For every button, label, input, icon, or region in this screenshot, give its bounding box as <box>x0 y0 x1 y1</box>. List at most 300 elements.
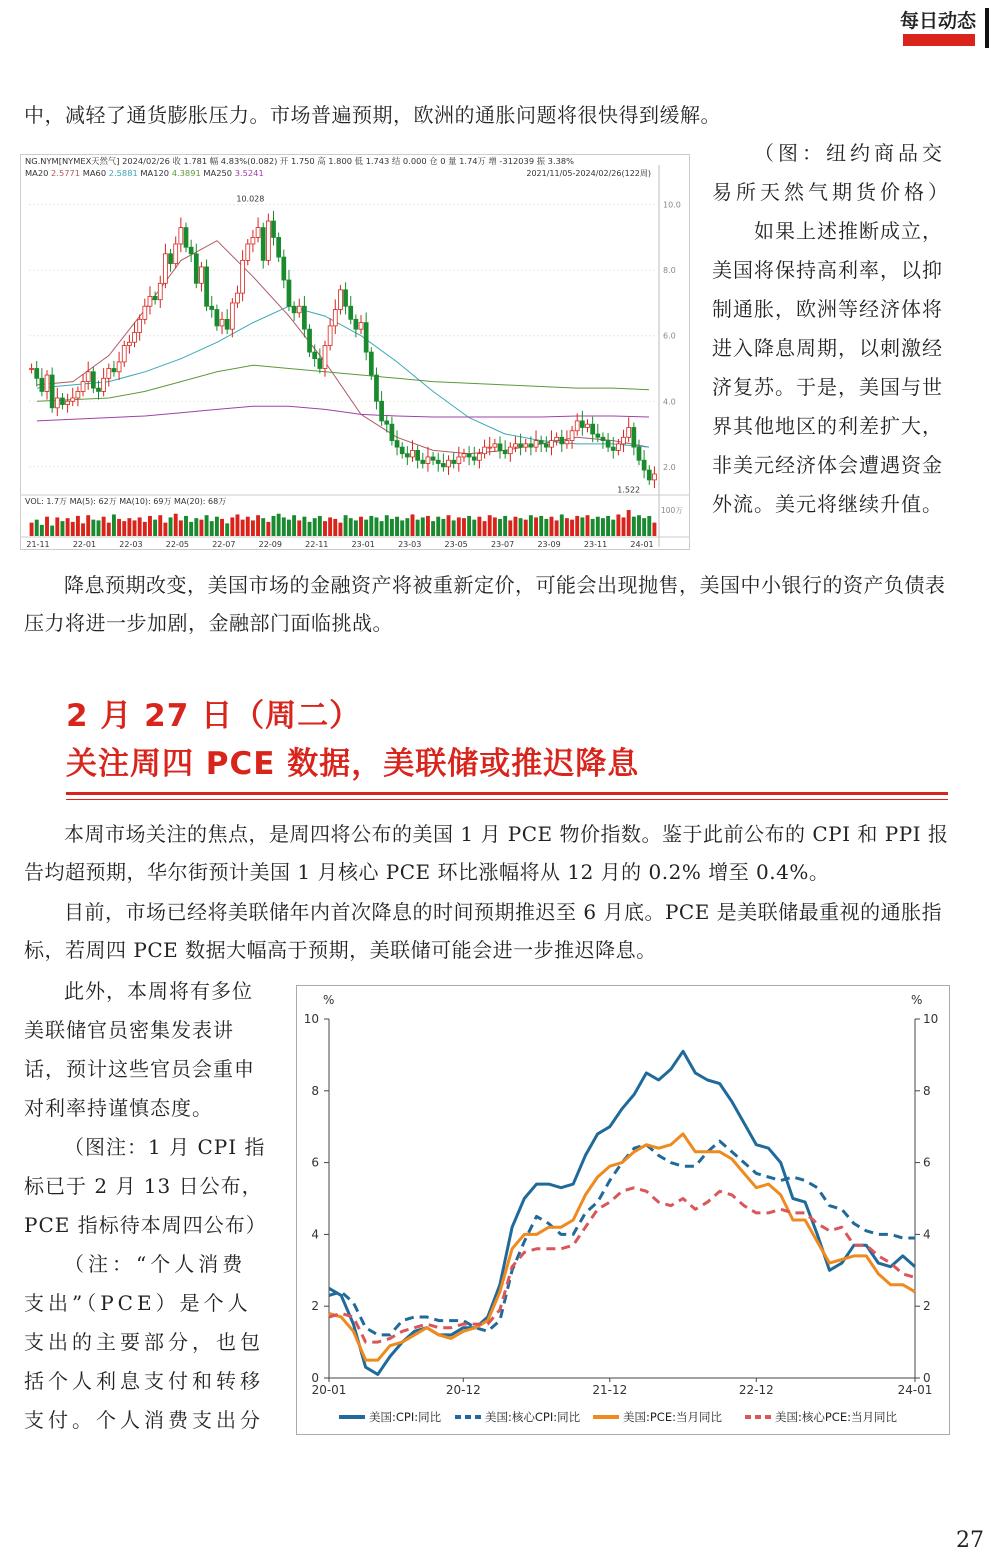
inflation-y-tick-left: 2 <box>311 1299 319 1314</box>
ng-candle <box>632 427 636 447</box>
ng-volume-bar <box>575 516 579 536</box>
ng-volume-bar <box>606 516 610 536</box>
ng-candle <box>364 323 368 352</box>
ng-candle <box>133 332 137 342</box>
ng-candle <box>277 237 281 257</box>
pce-side-paragraph: 此外，本周将有多位美联储官员密集发表讲话，预计这些官员会重申对利率持谨慎态度。 <box>24 979 255 1120</box>
ng-candle <box>138 319 142 332</box>
ng-candle <box>354 319 358 329</box>
ng-x-tick: 23-09 <box>537 540 561 549</box>
inflation-x-tick: 20-01 <box>311 1383 347 1397</box>
ng-volume-bar <box>513 517 517 536</box>
ng-candle <box>591 424 595 434</box>
inflation-y-tick-left: 6 <box>311 1155 319 1170</box>
ng-candle <box>431 457 435 460</box>
ng-side-column <box>712 134 952 524</box>
ng-volume-bar <box>652 523 656 536</box>
ng-candle <box>55 398 59 408</box>
ng-candle <box>122 346 126 362</box>
ng-candle <box>616 444 620 451</box>
ng-candle <box>380 401 384 421</box>
pce-note: （注：“个人消费支出”（PCE）是个人支出的主要部分，也包括个人利息支付和转移支付。个人消费支出分 <box>24 1252 264 1432</box>
ng-candle <box>241 260 245 293</box>
ng-high-marker: 10.028 <box>236 194 265 204</box>
ng-volume-bar <box>328 517 332 536</box>
ng-candle <box>143 306 147 319</box>
ng-x-tick: 23-01 <box>351 540 375 549</box>
ng-volume-bar <box>431 521 435 536</box>
ng-volume-bar <box>441 519 445 536</box>
ng-candle <box>184 228 188 248</box>
inflation-y-tick-right: 6 <box>923 1155 931 1170</box>
inflation-y-tick-left: 0 <box>311 1371 319 1385</box>
ng-volume-bar <box>498 519 502 536</box>
ng-volume-bar <box>174 514 178 536</box>
ng-y-tick: 8.0 <box>663 266 676 276</box>
ng-volume-bar <box>395 517 399 536</box>
ng-volume-bar <box>112 514 116 536</box>
ng-candle <box>205 267 209 306</box>
ng-volume-legend: VOL: 1.7万 MA(5): 62万 MA(10): 69万 MA(20): 68万 <box>25 497 227 506</box>
ng-candle <box>148 296 152 306</box>
ng-volume-bar <box>179 520 183 536</box>
ng-volume-bar <box>251 520 255 536</box>
inflation-y-tick-right: 0 <box>923 1371 931 1385</box>
ng-volume-bar <box>354 520 358 536</box>
ng-candle <box>405 454 409 457</box>
ng-volume-bar <box>323 521 327 536</box>
ng-range-label: 2021/11/05-2024/02/26(122周) <box>526 169 651 178</box>
ng-volume-bar <box>539 516 543 536</box>
ng-candle <box>179 228 183 244</box>
ng-candle <box>86 372 90 382</box>
ng-candle <box>416 450 420 460</box>
ng-candle <box>71 398 75 401</box>
ng-candle <box>493 444 497 447</box>
ng-candle <box>282 257 286 280</box>
ng-volume-bar <box>586 515 590 536</box>
ng-volume-bar <box>138 517 142 536</box>
ng-y-tick: 2.0 <box>663 462 676 472</box>
ng-volume-bar <box>55 517 59 536</box>
ng-volume-bar <box>544 519 548 536</box>
ng-candle <box>627 427 631 437</box>
inflation-y-unit-left: % <box>323 993 335 1007</box>
ng-candle <box>323 346 327 369</box>
ng-x-tick: 24-01 <box>630 540 654 549</box>
ng-candle <box>349 306 353 319</box>
ng-volume-bar <box>302 517 306 536</box>
ng-candle <box>385 421 389 424</box>
ng-volume-bar <box>627 510 631 536</box>
ng-x-tick: 21-11 <box>26 540 50 549</box>
ng-candle <box>601 437 605 440</box>
ng-y-tick: 4.0 <box>663 397 676 407</box>
ng-x-tick: 22-05 <box>165 540 190 549</box>
ma-legend-name: MA250 <box>200 168 235 178</box>
ng-candle <box>81 382 85 392</box>
ng-candle <box>210 306 214 309</box>
ng-volume-bar <box>287 520 291 536</box>
ng-candle <box>30 368 34 369</box>
ng-volume-bar <box>534 517 538 536</box>
ng-y-tick: 6.0 <box>663 331 676 341</box>
ng-volume-bar <box>261 518 265 536</box>
ng-candle <box>220 319 224 326</box>
ng-candle <box>647 470 651 480</box>
inflation-series-line-1 <box>329 1141 915 1335</box>
ng-volume-bar <box>375 517 379 536</box>
ng-volume-bar <box>210 521 214 536</box>
ng-candle <box>225 319 229 329</box>
ng-volume-bar <box>205 515 209 536</box>
ng-volume-bar <box>133 520 137 536</box>
ng-x-tick: 22-11 <box>305 540 329 549</box>
pce-chart-caption: （图注：1 月 CPI 指标已于 2 月 13 日公布，PCE 指标待本周四公布） <box>24 1135 267 1237</box>
ng-volume-bar <box>107 523 111 536</box>
ng-volume-bar <box>611 520 615 536</box>
ng-volume-bar <box>81 523 85 536</box>
ng-candle <box>596 434 600 437</box>
ng-volume-bar <box>220 519 224 536</box>
ng-volume-bar <box>416 520 420 536</box>
ng-volume-bar <box>472 520 476 536</box>
ng-volume-bar <box>524 520 528 536</box>
inflation-x-tick: 21-12 <box>592 1383 628 1397</box>
ng-candle <box>400 447 404 454</box>
ng-candle <box>287 280 291 306</box>
ng-x-tick: 23-05 <box>444 540 468 549</box>
ng-volume-bar <box>405 518 409 536</box>
ng-candle <box>272 221 276 237</box>
ng-volume-bar <box>246 517 250 536</box>
ng-candle <box>251 237 255 244</box>
ng-volume-bar <box>272 516 276 536</box>
ng-candle <box>112 368 116 371</box>
ng-volume-bar <box>493 517 497 536</box>
ng-candle <box>467 454 471 457</box>
ng-volume-bar <box>277 514 281 536</box>
section-date: 2 月 27 日（周二） <box>66 698 362 734</box>
ng-volume-bar <box>467 516 471 536</box>
ng-volume-bar <box>292 515 296 536</box>
ng-volume-bar <box>30 523 34 536</box>
ng-volume-bar <box>647 516 651 536</box>
ng-volume-bar <box>390 519 394 536</box>
ng-volume-bar <box>622 517 626 536</box>
ng-candle <box>586 424 590 427</box>
ng-candle <box>50 375 54 408</box>
top-paragraph: 中，减轻了通货膨胀压力。市场普遍预期，欧洲的通胀问题将很快得到缓解。 <box>24 103 721 127</box>
ng-volume-bar <box>447 515 451 536</box>
ng-candle <box>297 306 301 313</box>
ng-candle <box>308 329 312 352</box>
ng-low-marker: 1.522 <box>617 485 641 495</box>
ng-candle <box>91 372 95 388</box>
ng-candle <box>580 421 584 428</box>
ng-candle <box>534 441 538 448</box>
section-rule-thin <box>66 799 948 800</box>
focus-paragraph: 本周市场关注的焦点，是周四将公布的美国 1 月 PCE 物价指数。鉴于此前公布的 CPI 和 PPI 报告均超预期，华尔街预计美国 1 月核心 PCE 环比涨幅将从 12 月的 0.2% 增至 0.4%。 <box>24 822 949 884</box>
pce-side-column <box>24 972 269 1440</box>
ng-volume-axis-label: 100万 <box>661 506 683 515</box>
ng-candle <box>570 431 574 441</box>
ng-candle <box>261 228 265 261</box>
inflation-y-tick-right: 8 <box>923 1083 931 1098</box>
ng-volume-bar <box>503 516 507 536</box>
ng-ma-line-ma20 <box>37 241 649 454</box>
ng-volume-bar <box>86 515 90 536</box>
ma-legend-name: MA120 <box>137 168 172 178</box>
rate-cut-paragraph: 降息预期改变，美国市场的金融资产将被重新定价，可能会出现抛售，美国中小银行的资产负债表压力将进一步加剧，金融部门面临挑战。 <box>24 573 946 635</box>
ng-candle <box>411 450 415 457</box>
ng-volume-bar <box>380 521 384 536</box>
ng-volume-bar <box>184 516 188 536</box>
ng-candle <box>102 378 106 391</box>
ng-volume-bar <box>194 518 198 536</box>
ng-candle <box>550 441 554 448</box>
ng-candle <box>153 296 157 299</box>
ng-volume-bar <box>313 518 317 536</box>
ng-candle <box>637 447 641 460</box>
ma-legend-name: MA60 <box>80 168 109 178</box>
ng-volume-bar <box>308 522 312 536</box>
ng-candle <box>498 444 502 451</box>
ng-volume-bar <box>148 516 152 536</box>
ng-volume-bar <box>266 522 270 536</box>
inflation-y-tick-left: 4 <box>311 1227 319 1242</box>
inflation-y-tick-right: 10 <box>923 1012 939 1026</box>
ng-candle <box>215 310 219 326</box>
ng-candle <box>555 437 559 440</box>
inflation-legend-label: 美国:CPI:同比 <box>369 1410 442 1424</box>
ng-candle <box>529 444 533 447</box>
ng-candle <box>606 441 610 448</box>
ng-volume-bar <box>580 517 584 536</box>
ng-volume-bar <box>369 516 373 536</box>
ng-volume-bar <box>333 519 337 536</box>
inflation-y-tick-left: 8 <box>311 1083 319 1098</box>
ng-candle <box>447 460 451 467</box>
header-divider <box>985 8 989 48</box>
now-paragraph: 目前，市场已经将美联储年内首次降息的时间预期推迟至 6 月底。PCE 是美联储最重视的通胀指标，若周四 PCE 数据大幅高于预期，美联储可能会进一步推迟降息。 <box>24 900 943 962</box>
ng-candle <box>266 221 270 260</box>
ng-candle <box>462 454 466 457</box>
ng-chart-caption: （图：纽约商品交易所天然气期货价格） <box>712 141 952 204</box>
ng-candle <box>35 368 39 378</box>
ng-candle <box>318 359 322 369</box>
ng-candle <box>611 447 615 450</box>
ng-candle <box>61 398 65 405</box>
ng-candle <box>328 326 332 346</box>
inflation-chart-svg <box>297 986 949 1434</box>
ng-candle <box>560 437 564 444</box>
ng-candle <box>452 460 456 463</box>
ng-volume-bar <box>282 517 286 536</box>
ng-volume-bar <box>102 517 106 536</box>
ng-volume-bar <box>189 522 193 536</box>
ng-x-tick: 22-07 <box>212 540 236 549</box>
ng-volume-bar <box>550 517 554 536</box>
ng-candle <box>302 306 306 329</box>
ng-candle <box>66 401 70 404</box>
inflation-chart <box>296 985 950 1435</box>
ng-volume-bar <box>452 520 456 536</box>
ng-candle <box>436 460 440 463</box>
ng-volume-bar <box>163 523 167 536</box>
ng-x-tick: 22-01 <box>72 540 97 549</box>
ng-ma-line-ma60 <box>37 306 649 447</box>
ng-volume-bar <box>117 519 121 536</box>
ng-candle <box>642 460 646 470</box>
ng-volume-bar <box>519 518 523 536</box>
ng-volume-bar <box>169 517 173 536</box>
ng-candle <box>390 424 394 440</box>
ng-volume-bar <box>488 515 492 536</box>
ng-volume-bar <box>483 521 487 536</box>
ma-legend-value: 2.5771 <box>51 168 81 178</box>
ng-volume-bar <box>385 515 389 536</box>
ng-candle <box>338 290 342 310</box>
ng-candle <box>441 464 445 467</box>
ma-legend-value: 3.5241 <box>234 168 264 178</box>
ng-candle <box>375 375 379 401</box>
ng-volume-bar <box>601 518 605 536</box>
ng-volume-bar <box>66 518 70 536</box>
ng-x-tick: 23-11 <box>583 540 608 549</box>
ng-candle <box>565 441 569 444</box>
ng-volume-bar <box>199 520 203 536</box>
ng-candle <box>107 368 111 378</box>
ng-candle <box>246 244 250 260</box>
ng-candle <box>426 457 430 464</box>
ng-candle <box>45 375 49 391</box>
ng-volume-bar <box>632 517 636 536</box>
ng-candle <box>369 352 373 375</box>
ng-volume-bar <box>318 516 322 536</box>
ng-ma-line-ma120 <box>37 365 649 401</box>
ng-volume-bar <box>71 522 75 536</box>
ng-candle <box>622 437 626 444</box>
ng-candle <box>236 293 240 303</box>
ng-candle <box>524 444 528 447</box>
ng-side-paragraph: 如果上述推断成立，美国将保持高利率，以抑制通胀，欧洲等经济体将进入降息周期，以刺激经济复苏。于是，美国与世界其他地区的利差扩大，非美元经济体会遭遇资金外流。美元将继续升值。 <box>712 219 943 516</box>
ng-volume-bar <box>457 517 461 536</box>
ng-volume-bar <box>76 516 80 536</box>
ng-volume-bar <box>426 516 430 536</box>
ng-volume-bar <box>158 515 162 536</box>
ng-candle <box>503 450 507 453</box>
ng-candle <box>508 447 512 454</box>
ng-volume-bar <box>127 518 131 536</box>
ng-candle <box>174 244 178 264</box>
ng-candle <box>169 254 173 264</box>
natural-gas-chart-svg <box>21 155 689 549</box>
natural-gas-chart <box>20 154 690 550</box>
ng-volume-bar <box>122 521 126 536</box>
inflation-x-tick: 20-12 <box>445 1383 481 1397</box>
ng-volume-bar <box>421 517 425 536</box>
ng-volume-bar <box>230 517 234 536</box>
inflation-legend-label: 美国:PCE:当月同比 <box>623 1410 722 1424</box>
inflation-legend-label: 美国:核心CPI:同比 <box>485 1410 581 1424</box>
ng-x-tick: 23-03 <box>398 540 422 549</box>
ng-volume-bar <box>40 525 44 536</box>
ng-volume-bar <box>153 520 157 536</box>
ng-volume-bar <box>297 520 301 536</box>
ng-candle <box>519 444 523 447</box>
ng-volume-bar <box>241 520 245 536</box>
ng-candle <box>483 447 487 454</box>
ng-volume-bar <box>591 519 595 536</box>
inflation-x-tick: 22-12 <box>738 1383 774 1397</box>
inflation-y-unit-right: % <box>911 993 923 1007</box>
ng-candle <box>199 267 203 283</box>
ng-chart-header: NG.NYM[NYMEX天然气] 2024/02/26 收 1.781 幅 4.83%(0.082) 开 1.750 高 1.800 低 1.743 结 0.000 仓 0 量 1.74万 增 -312039 振 3.38% <box>25 156 575 166</box>
inflation-x-tick: 24-01 <box>897 1383 933 1397</box>
ng-volume-bar <box>436 517 440 536</box>
ng-volume-bar <box>35 520 39 536</box>
ng-candle <box>189 247 193 254</box>
ng-candle <box>359 323 363 330</box>
ng-volume-bar <box>349 518 353 536</box>
ng-volume-bar <box>236 514 240 536</box>
ng-volume-bar <box>359 517 363 536</box>
ng-volume-bar <box>338 523 342 536</box>
ng-candle <box>194 254 198 283</box>
ng-candle <box>477 454 481 461</box>
ng-candle <box>230 303 234 329</box>
ng-candle <box>97 388 101 391</box>
ng-volume-bar <box>364 520 368 536</box>
ng-volume-bar <box>570 520 574 536</box>
ng-volume-bar <box>565 518 569 536</box>
ma-legend-value: 4.3891 <box>171 168 201 178</box>
ng-volume-bar <box>143 522 147 536</box>
ng-candle <box>421 460 425 463</box>
ng-candle <box>127 342 131 345</box>
ng-candle <box>472 457 476 460</box>
ng-volume-bar <box>215 517 219 536</box>
ng-y-tick: 10.0 <box>663 200 681 210</box>
ng-volume-bar <box>344 515 348 536</box>
ng-volume-bar <box>91 520 95 536</box>
header-title: 每日动态 <box>900 10 977 32</box>
inflation-y-tick-right: 2 <box>923 1299 931 1314</box>
ng-volume-bar <box>400 520 404 536</box>
ng-candle <box>544 444 548 447</box>
ng-candle <box>163 254 167 283</box>
ng-candle <box>292 306 296 313</box>
ng-volume-bar <box>616 514 620 536</box>
ng-ma-legend <box>25 168 264 178</box>
ng-volume-bar <box>508 520 512 536</box>
ng-volume-bar <box>596 517 600 536</box>
ma-legend-name: MA20 <box>25 168 52 178</box>
ng-volume-bar <box>225 523 229 536</box>
ma-legend-value: 2.5881 <box>108 168 138 178</box>
ng-volume-bar <box>529 515 533 536</box>
ng-x-tick: 23-07 <box>490 540 515 549</box>
ng-volume-bar <box>45 517 49 536</box>
ng-volume-bar <box>555 520 559 536</box>
ng-volume-bar <box>97 520 101 536</box>
ng-volume-bar <box>477 517 481 536</box>
ng-volume-bar <box>637 515 641 536</box>
ng-volume-bar <box>61 521 65 536</box>
ng-x-tick: 22-09 <box>258 540 282 549</box>
ng-candle <box>117 362 121 372</box>
